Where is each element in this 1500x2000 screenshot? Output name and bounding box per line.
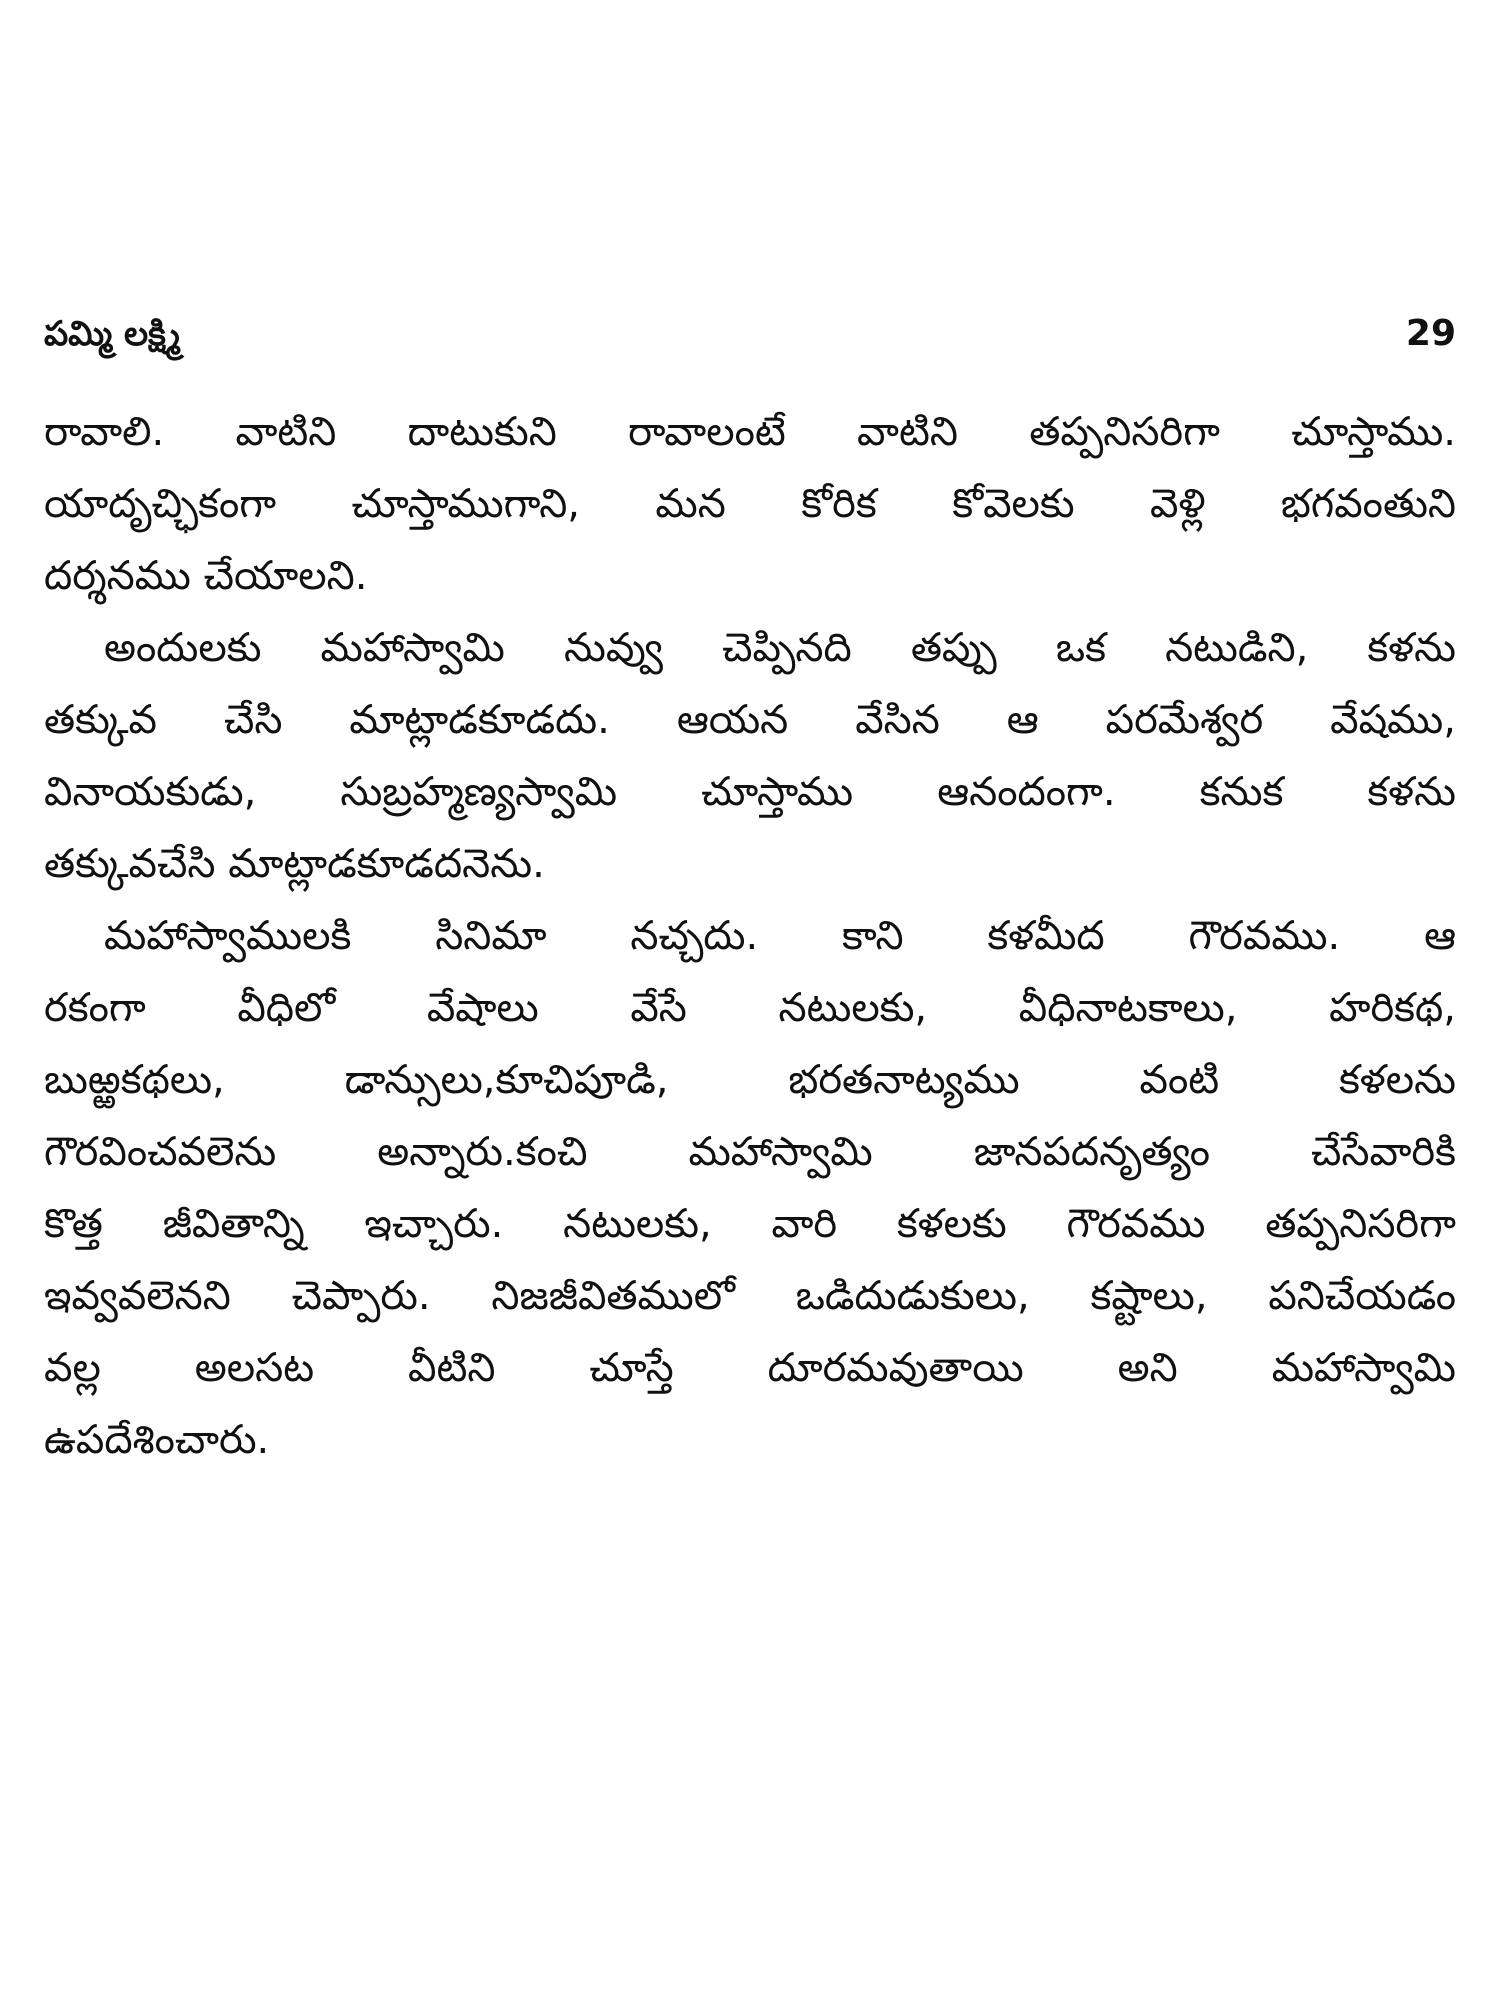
text-line: ఉపదేశించారు. — [44, 1417, 270, 1463]
header-author-name: పమ్మి లక్ష్మి — [44, 314, 181, 354]
text-line: అందులకు మహాస్వామి నువ్వు చెప్పినది తప్పు ఒక నటుడిని, కళను — [104, 625, 1456, 671]
text-line: తక్కువచేసి మాట్లాడకూడదనెను. — [44, 841, 545, 887]
text-line: తక్కువ చేసి మాట్లాడకూడదు. ఆయన వేసిన ఆ పరమేశ్వర వేషము, — [44, 697, 1456, 743]
text-line: ఇవ్వవలెనని చెప్పారు. నిజజీవితములో ఒడిదుడుకులు, కష్టాలు, పనిచేయడం — [44, 1273, 1456, 1319]
running-header — [44, 306, 1456, 362]
text-line: వల్ల అలసట వీటిని చూస్తే దూరమవుతాయి అని మహాస్వామి — [44, 1345, 1456, 1391]
page-number: 29 — [1405, 313, 1456, 354]
body-text — [44, 396, 1456, 1476]
text-line: రావాలి. వాటిని దాటుకుని రావాలంటే వాటిని తప్పనిసరిగా చూస్తాము. — [44, 409, 1456, 455]
text-line: దర్శనము చేయాలని. — [44, 553, 368, 599]
text-line: కొత్త జీవితాన్ని ఇచ్చారు. నటులకు, వారి కళలకు గౌరవము తప్పనిసరిగా — [44, 1201, 1456, 1247]
text-line: బుఱ్ఱకథలు, డాన్సులు,కూచిపూడి, భరతనాట్యము వంటి కళలను — [44, 1057, 1456, 1103]
text-line: యాదృచ్ఛికంగా చూస్తాముగాని, మన కోరిక కోవెలకు వెళ్లి భగవంతుని — [44, 481, 1456, 527]
text-line: మహాస్వాములకి సినిమా నచ్చదు. కాని కళమీద గౌరవము. ఆ — [104, 913, 1456, 959]
text-line: రకంగా వీధిలో వేషాలు వేసే నటులకు, వీధినాటకాలు, హరికథ, — [44, 985, 1456, 1031]
text-line: వినాయకుడు, సుబ్రహ్మణ్యస్వామి చూస్తాము ఆనందంగా. కనుక కళను — [44, 769, 1456, 815]
text-line: గౌరవించవలెను అన్నారు.కంచి మహాస్వామి జానపదనృత్యం చేసేవారికి — [44, 1129, 1456, 1175]
